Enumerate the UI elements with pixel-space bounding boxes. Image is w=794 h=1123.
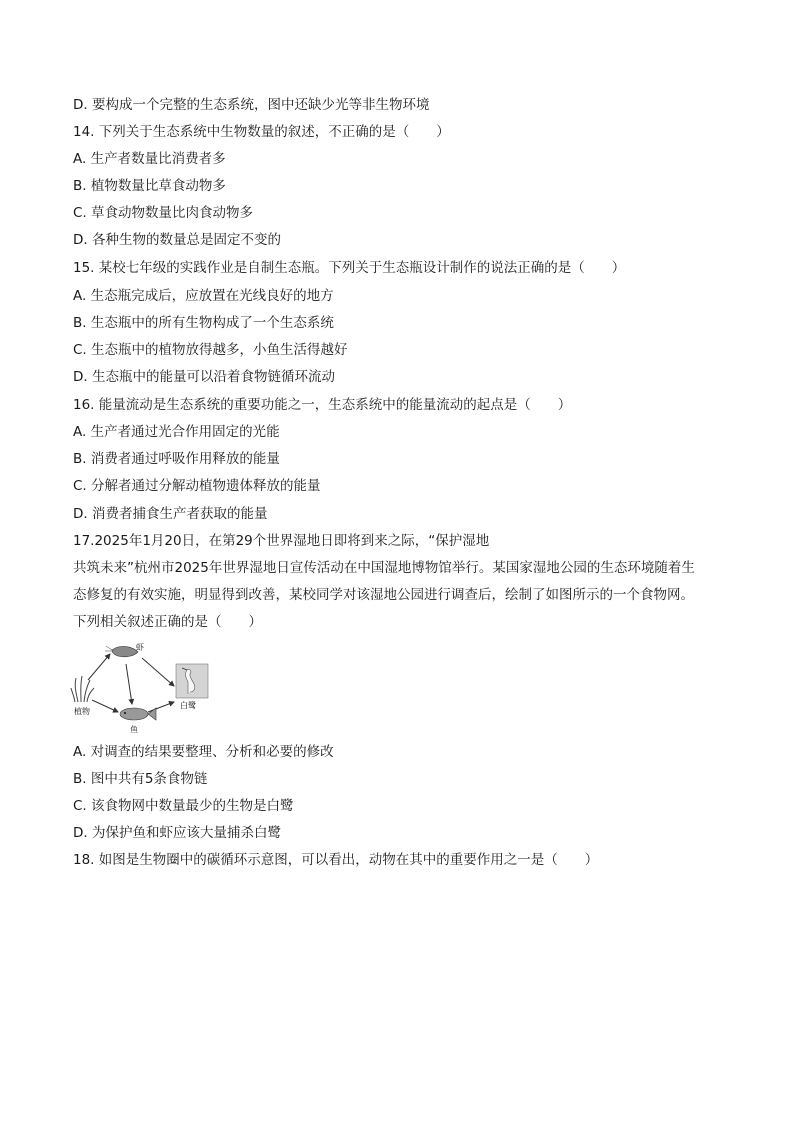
q14-option-b: B. 植物数量比草食动物多 bbox=[73, 178, 226, 194]
q17-stem-line4: 下列相关叙述正确的是（ ） bbox=[73, 614, 262, 630]
q17-stem-line2: 共筑未来”杭州市2025年世界湿地日宣传活动在中国湿地博物馆举行。某国家湿地公园的生态环境随着生 bbox=[73, 560, 695, 576]
q17-stem-line3: 态修复的有效实施，明显得到改善，某校同学对该湿地公园进行调查后，绘制了如图所示的一个食物网。 bbox=[73, 587, 694, 603]
q16-option-a: A. 生产者通过光合作用固定的光能 bbox=[73, 424, 280, 440]
label-plant: 植物 bbox=[74, 707, 90, 716]
label-egret: 白鹭 bbox=[180, 701, 196, 710]
q15-option-a: A. 生态瓶完成后，应放置在光线良好的地方 bbox=[73, 288, 334, 304]
q15-stem: 15. 某校七年级的实践作业是自制生态瓶。下列关于生态瓶设计制作的说法正确的是（ ） bbox=[73, 260, 626, 276]
arrow-shrimp-to-fish bbox=[126, 664, 132, 704]
q14-stem: 14. 下列关于生态系统中生物数量的叙述，不正确的是（ ） bbox=[73, 124, 450, 140]
arrow-plant-to-shrimp bbox=[88, 654, 110, 680]
shrimp-icon bbox=[105, 646, 138, 657]
arrow-fish-to-egret bbox=[148, 702, 174, 712]
q17-option-c: C. 该食物网中数量最少的生物是白鹭 bbox=[73, 798, 294, 814]
q15-option-d: D. 生态瓶中的能量可以沿着食物链循环流动 bbox=[73, 369, 335, 385]
q15-option-b: B. 生态瓶中的所有生物构成了一个生态系统 bbox=[73, 315, 334, 331]
arrow-shrimp-to-egret bbox=[142, 658, 174, 686]
q14-option-a: A. 生产者数量比消费者多 bbox=[73, 151, 226, 167]
q17-option-b: B. 图中共有5条食物链 bbox=[73, 771, 208, 787]
q15-option-c: C. 生态瓶中的植物放得越多，小鱼生活得越好 bbox=[73, 342, 348, 358]
plant-icon bbox=[71, 676, 94, 702]
label-fish: 鱼 bbox=[130, 725, 138, 734]
fish-icon bbox=[120, 708, 156, 720]
q18-stem: 18. 如图是生物圈中的碳循环示意图，可以看出，动物在其中的重要作用之一是（ ） bbox=[73, 852, 599, 868]
q16-option-d: D. 消费者捕食生产者获取的能量 bbox=[73, 506, 268, 522]
q16-option-c: C. 分解者通过分解动植物遗体释放的能量 bbox=[73, 478, 321, 494]
label-shrimp: 虾 bbox=[136, 643, 144, 652]
arrow-plant-to-fish bbox=[92, 700, 118, 712]
q13-option-d: D. 要构成一个完整的生态系统，图中还缺少光等非生物环境 bbox=[73, 97, 430, 113]
q16-stem: 16. 能量流动是生态系统的重要功能之一，生态系统中的能量流动的起点是（ ） bbox=[73, 397, 572, 413]
food-web-figure bbox=[70, 642, 220, 734]
egret-icon bbox=[176, 664, 208, 698]
q17-option-a: A. 对调查的结果要整理、分析和必要的修改 bbox=[73, 744, 334, 760]
q17-stem-line1: 17.2025年1月20日，在第29个世界湿地日即将到来之际，“保护湿地 bbox=[73, 533, 490, 549]
q14-option-d: D. 各种生物的数量总是固定不变的 bbox=[73, 232, 281, 248]
q14-option-c: C. 草食动物数量比肉食动物多 bbox=[73, 205, 254, 221]
q16-option-b: B. 消费者通过呼吸作用释放的能量 bbox=[73, 451, 280, 467]
q17-option-d: D. 为保护鱼和虾应该大量捕杀白鹭 bbox=[73, 825, 281, 841]
